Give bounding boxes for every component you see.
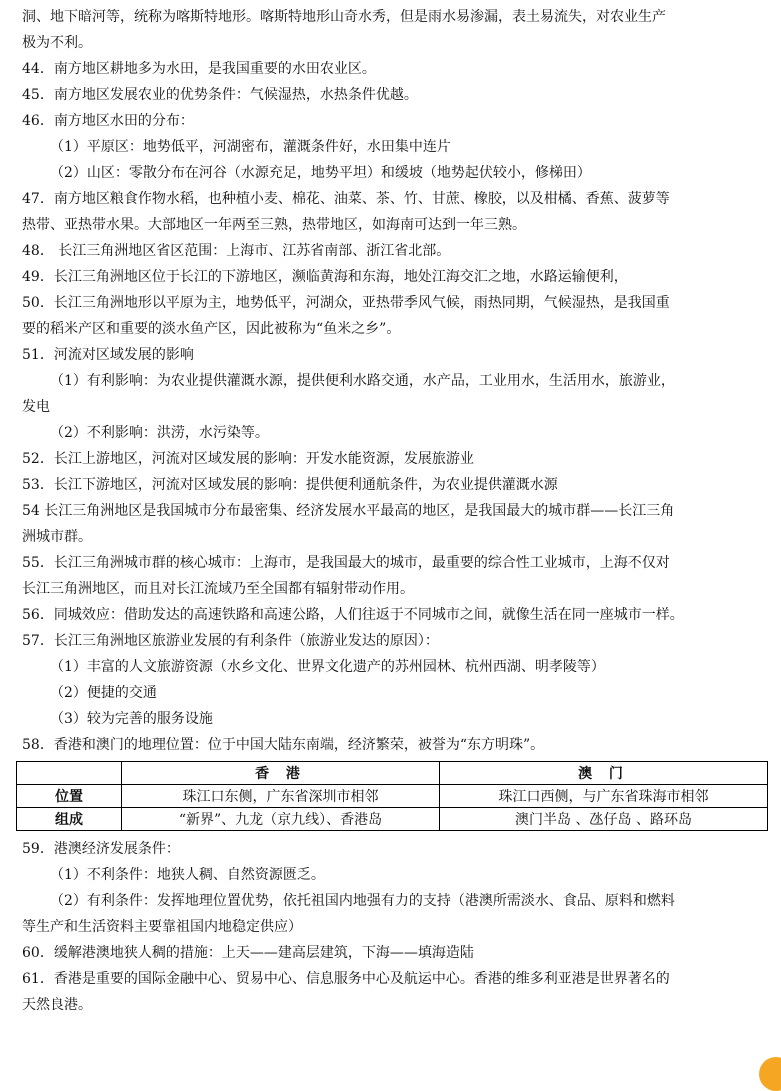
text-line: 长江三角洲地区，而且对长江流域乃至全国都有辐射带动作用。 [22,581,414,597]
text-line: 59．港澳经济发展条件： [22,841,180,857]
text-line: （2）便捷的交通 [50,685,157,701]
text-line: 热带、亚热带水果。大部地区一年两至三熟，热带地区，如海南可达到一年三熟。 [22,217,526,233]
text-line: 45．南方地区发展农业的优势条件：气候湿热，水热条件优越。 [22,87,418,103]
text-line: 60．缓解港澳地狭人稠的措施：上天——建高层建筑，下海——填海造陆 [22,945,474,961]
text-line: 61．香港是重要的国际金融中心、贸易中心、信息服务中心及航运中心。香港的维多利亚港是世界著名的 [22,971,670,987]
text-line: 57．长江三角洲地区旅游业发展的有利条件（旅游业发达的原因）： [22,633,439,649]
text-line: 等生产和生活资料主要靠祖国内地稳定供应） [22,919,302,935]
text-block-bottom [22,836,762,1018]
text-line: 洲城市群。 [22,529,92,545]
text-line: （1）平原区：地势低平，河湖密布，灌溉条件好，水田集中连片 [50,139,451,155]
text-line: 天然良港。 [22,997,92,1013]
text-line: 要的稻米产区和重要的淡水鱼产区，因此被称为“鱼米之乡”。 [22,321,401,337]
table-cell: 珠江口东侧，广东省深圳市相邻 [122,785,440,808]
text-line: 56．同城效应：借助发达的高速铁路和高速公路，人们往返于不同城市之间，就像生活在同一座城市一样。 [22,607,684,623]
text-line: 49．长江三角洲地区位于长江的下游地区，濒临黄海和东海，地处江海交汇之地，水路运输便利， [22,269,628,285]
text-line: 54 长江三角洲地区是我国城市分布最密集、经济发展水平最高的地区，是我国最大的城市群——长江三角 [22,503,675,519]
text-line: 46．南方地区水田的分布： [22,113,194,129]
text-line: 58．香港和澳门的地理位置：位于中国大陆东南端，经济繁荣，被誉为“东方明珠”。 [22,737,545,753]
text-line: 47．南方地区粮食作物水稻，也种植小麦、棉花、油菜、茶、竹、甘蔗、橡胶，以及柑橘、香蕉、菠萝等 [22,191,670,207]
text-line: （2）有利条件：发挥地理位置优势，依托祖国内地强有力的支持（港澳所需淡水、食品、原料和燃料 [50,893,675,909]
table-header-cell [17,762,122,785]
text-line: 52．长江上游地区，河流对区域发展的影响：开发水能资源，发展旅游业 [22,451,474,467]
table-row-label: 组成 [17,808,122,831]
hk-macau-table [16,761,768,831]
text-line: 48． 长江三角洲地区省区范围：上海市、江苏省南部、浙江省北部。 [22,243,451,259]
document-page [22,4,762,1018]
text-line: 极为不利。 [22,35,92,51]
table-row-label: 位置 [17,785,122,808]
table-cell: 澳门半岛 、氹仔岛 、路环岛 [440,808,768,831]
text-line: （2）山区：零散分布在河谷（水源充足，地势平坦）和缓坡（地势起伏较小，修梯田） [50,165,591,181]
text-line: 洞、地下暗河等，统称为喀斯特地形。喀斯特地形山奇水秀，但是雨水易渗漏，表土易流失，对农业生产 [22,9,666,25]
text-line: 51．河流对区域发展的影响 [22,347,194,363]
text-line: 55．长江三角洲城市群的核心城市：上海市，是我国最大的城市，最重要的综合性工业城市，上海不仅对 [22,555,670,571]
text-line: （1）不利条件：地狭人稠、自然资源匮乏。 [50,867,325,883]
corner-decoration-icon [759,1057,781,1091]
text-line: 发电 [22,399,50,415]
table-header-cell: 澳 门 [440,762,768,785]
table-cell: “新界”、九龙（京九线）、香港岛 [122,808,440,831]
table-cell: 珠江口西侧，与广东省珠海市相邻 [440,785,768,808]
table-header-row [17,762,768,785]
text-line: （3）较为完善的服务设施 [50,711,213,727]
text-line: （1）有利影响：为农业提供灌溉水源，提供便利水路交通，水产品，工业用水，生活用水，旅游业， [50,373,675,389]
table-header-cell: 香 港 [122,762,440,785]
text-line: 44．南方地区耕地多为水田，是我国重要的水田农业区。 [22,61,376,77]
text-line: 50．长江三角洲地形以平原为主，地势低平，河湖众，亚热带季风气候，雨热同期，气候湿热，是我国重 [22,295,670,311]
text-line: （2）不利影响：洪涝，水污染等。 [50,425,269,441]
table-row [17,785,768,808]
text-line: （1）丰富的人文旅游资源（水乡文化、世界文化遗产的苏州园林、杭州西湖、明孝陵等） [50,659,605,675]
text-block-top [22,4,762,758]
table-row [17,808,768,831]
text-line: 53．长江下游地区，河流对区域发展的影响：提供便利通航条件，为农业提供灌溉水源 [22,477,558,493]
